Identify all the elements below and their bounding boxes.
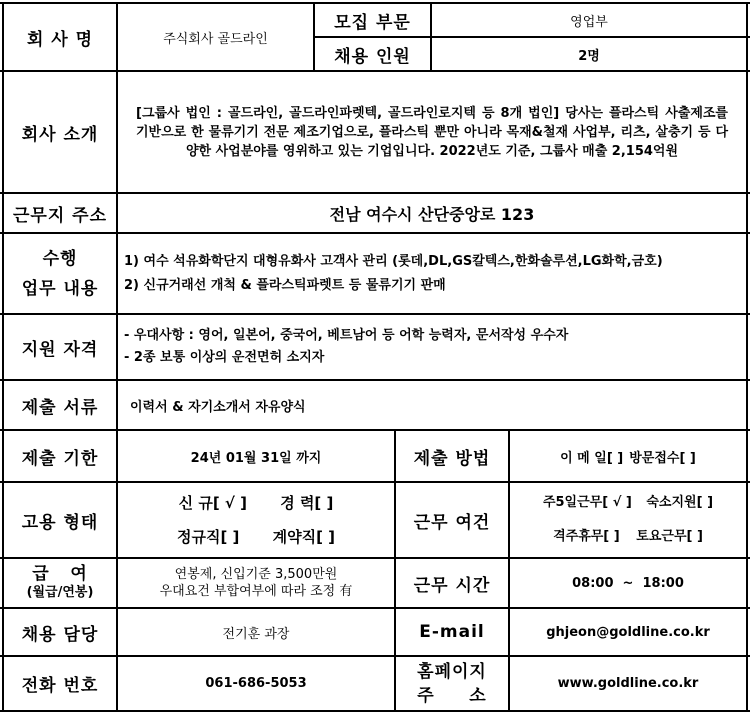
duties-list bbox=[118, 234, 746, 313]
intro-label: 회사 소개 bbox=[21, 124, 99, 145]
submit-method-label: 제출 방법 bbox=[413, 448, 491, 469]
company-name: 주식회사 골드라인 bbox=[163, 31, 268, 47]
recruit-count-value: 2명 bbox=[578, 48, 600, 64]
condition-five-day: 주5일근무[ √ ] bbox=[542, 495, 632, 510]
employment-type-label: 고용 형태 bbox=[21, 512, 99, 533]
work-hours-value: 08:00 ~ 18:00 bbox=[572, 575, 684, 591]
salary-label bbox=[4, 559, 116, 607]
recruit-count-label: 채용 인원 bbox=[334, 46, 411, 67]
address-value: 전남 여수시 산단중앙로 123 bbox=[329, 204, 535, 224]
condition-alt-holiday: 격주휴무[ ] bbox=[553, 529, 620, 544]
qualifications-list bbox=[118, 315, 746, 379]
recruit-dept-label: 모집 부문 bbox=[334, 12, 411, 33]
duties-label-line1: 수행 bbox=[42, 248, 78, 269]
manager-label: 채용 담당 bbox=[21, 624, 99, 645]
duty-item: 2) 신규거래선 개척 & 플라스틱파렛트 등 물류기기 판매 bbox=[124, 277, 446, 293]
homepage-label-line2: 주 소 bbox=[417, 685, 487, 706]
email-label: E-mail bbox=[419, 622, 485, 642]
documents-label: 제출 서류 bbox=[21, 397, 99, 418]
work-conditions-options bbox=[510, 483, 746, 557]
qualification-item: - 2종 보통 이상의 운전면허 소지자 bbox=[124, 350, 325, 365]
duties-label bbox=[4, 234, 116, 313]
salary-label-line1: 급 여 bbox=[32, 564, 88, 584]
deadline-label: 제출 기한 bbox=[21, 448, 99, 469]
homepage-label-line1: 홈페이지 bbox=[417, 661, 487, 682]
salary-value bbox=[118, 559, 394, 607]
company-label: 회 사 명 bbox=[26, 29, 94, 50]
submit-email-option: 이 메 일[ ] bbox=[560, 450, 624, 466]
qualifications-label: 지원 자격 bbox=[21, 339, 99, 360]
duties-label-line2: 업무 내용 bbox=[21, 278, 99, 299]
documents-value: 이력서 & 자기소개서 자유양식 bbox=[130, 399, 306, 415]
employment-type-options bbox=[118, 483, 394, 557]
employment-experienced: 경 력[ ] bbox=[280, 494, 334, 512]
salary-line1: 연봉제, 신입기준 3,500만원 bbox=[174, 567, 338, 582]
employment-contract: 계약직[ ] bbox=[272, 528, 336, 546]
manager-value: 전기훈 과장 bbox=[222, 626, 290, 642]
employment-new: 신 규[ √ ] bbox=[178, 494, 247, 512]
salary-line2: 우대요건 부합여부에 따라 조정 有 bbox=[159, 584, 353, 599]
phone-value: 061-686-5053 bbox=[205, 676, 307, 691]
qualification-item: - 우대사항 : 영어, 일본어, 중국어, 베트남어 등 어학 능력자, 문서작성 우수자 bbox=[124, 328, 569, 343]
condition-dorm: 숙소지원[ ] bbox=[646, 495, 714, 510]
homepage-label bbox=[396, 657, 508, 710]
work-conditions-label: 근무 여건 bbox=[413, 512, 491, 533]
submit-method-options bbox=[510, 431, 746, 481]
condition-saturday: 토요근무[ ] bbox=[636, 529, 703, 544]
deadline-value: 24년 01월 31일 까지 bbox=[190, 450, 322, 466]
submit-visit-option: 방문접수[ ] bbox=[629, 450, 696, 466]
work-hours-label: 근무 시간 bbox=[413, 575, 491, 596]
homepage-value[interactable]: www.goldline.co.kr bbox=[557, 676, 699, 691]
salary-label-line2: (월급/연봉) bbox=[26, 585, 94, 600]
address-label: 근무지 주소 bbox=[12, 205, 108, 226]
intro-text: [그룹사 법인 : 골드라인, 골드라인파렛텍, 골드라인로지텍 등 8개 법인] 당사는 플라스틱 사출제조를 기반으로 한 물류기기 전문 제조기업으로, 플라스틱 뿐만 아니라 목재&철재 사업부, 리츠, 살충기 등 다양한 사업분야를 영위하고 있는 기업입니다. 2022년도 기준, 그룹사 매출 2,154억원 bbox=[136, 105, 728, 159]
employment-regular: 정규직[ ] bbox=[176, 528, 240, 546]
recruit-dept-value: 영업부 bbox=[570, 14, 608, 30]
phone-label: 전화 번호 bbox=[21, 676, 99, 696]
duty-item: 1) 여수 석유화학단지 대형유화사 고객사 관리 (롯데,DL,GS칼텍스,한화솔루션,LG화학,금호) bbox=[124, 253, 663, 269]
email-value[interactable]: ghjeon@goldline.co.kr bbox=[546, 624, 710, 640]
